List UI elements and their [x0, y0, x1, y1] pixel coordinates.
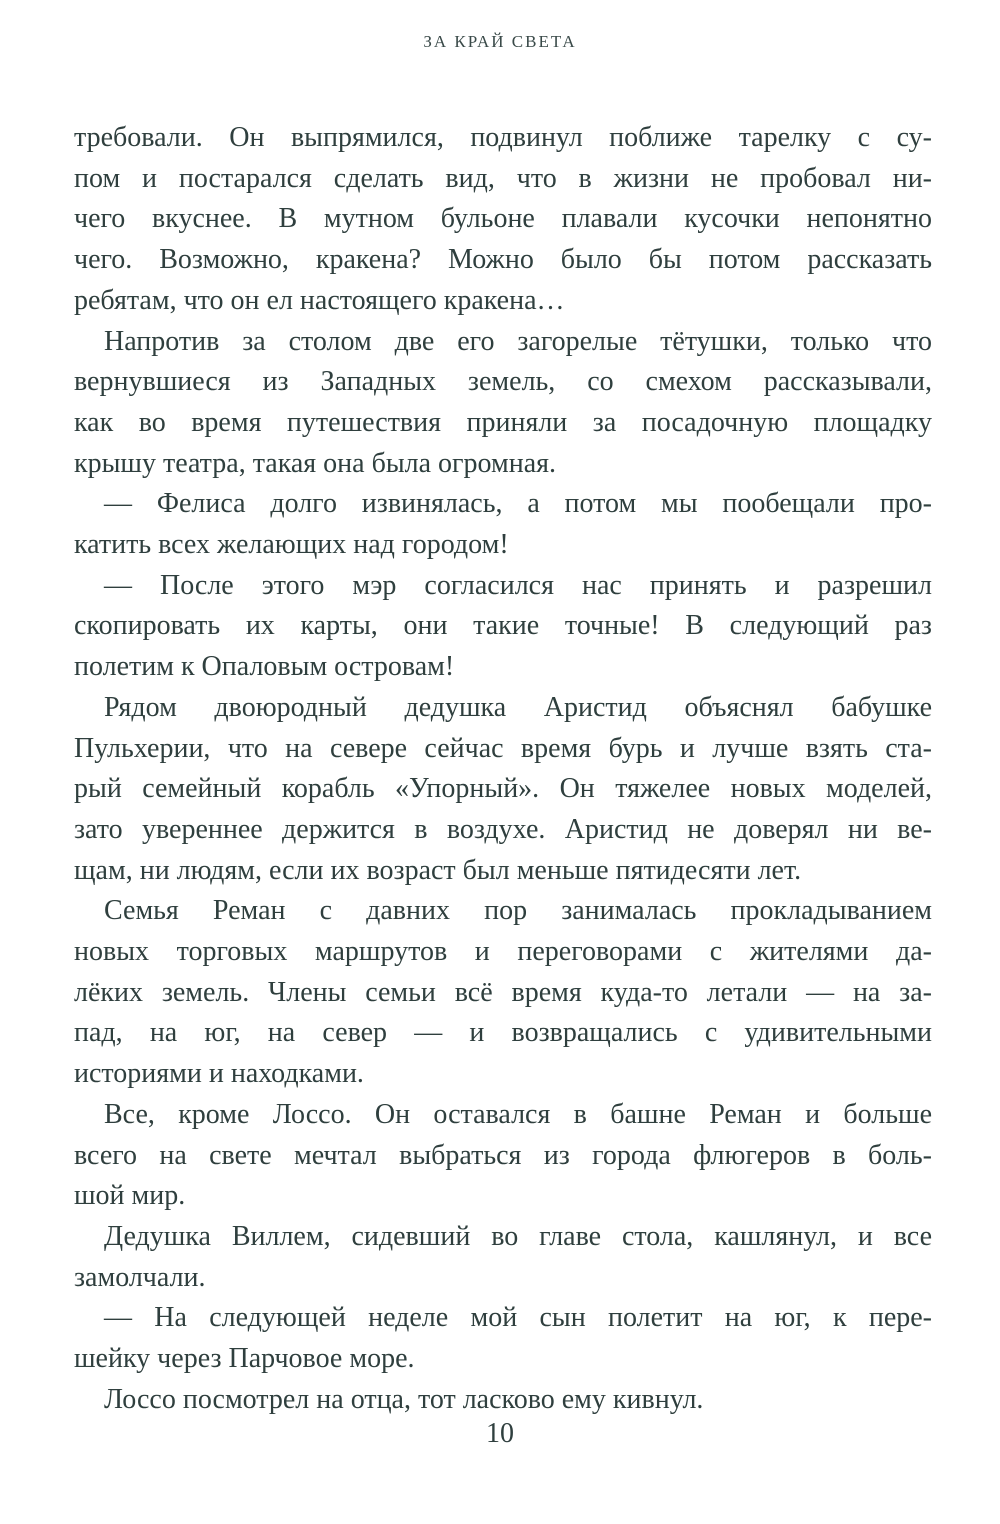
text-line: Напротив за столом две его загорелые тётушки, только что — [104, 325, 932, 357]
text-line: пом и постарался сделать вид, что в жизни не пробовал ни- — [74, 162, 932, 194]
text-line: Все, кроме Лоссо. Он оставался в башне Реман и больше — [104, 1098, 932, 1130]
text-line: Семья Реман с давних пор занималась прокладыванием — [104, 895, 932, 927]
text-line: чего вкуснее. В мутном бульоне плавали кусочки непонятно — [74, 203, 932, 235]
text-line: всего на свете мечтал выбраться из города флюгеров в боль- — [74, 1139, 932, 1171]
text-line: историями и находками. — [74, 1058, 364, 1090]
text-line: шейку через Парчовое море. — [74, 1343, 415, 1375]
text-line: — Фелиса долго извинялась, а потом мы пообещали про- — [104, 488, 932, 520]
text-line: зато увереннее держится в воздухе. Аристид не доверял ни ве- — [74, 813, 932, 845]
text-line: — На следующей неделе мой сын полетит на юг, к пере- — [104, 1302, 932, 1334]
text-line: Лоссо посмотрел на отца, тот ласково ему кивнул. — [104, 1383, 704, 1415]
page-number: 10 — [486, 1418, 514, 1449]
body-text — [74, 118, 932, 1421]
text-line: Пульхерии, что на севере сейчас время бурь и лучше взять ста- — [74, 732, 932, 764]
text-line: вернувшиеся из Западных земель, со смехом рассказывали, — [74, 366, 932, 398]
text-line: — После этого мэр согласился нас принять и разрешил — [104, 569, 932, 601]
text-line: требовали. Он выпрямился, подвинул поближе тарелку с су- — [74, 122, 932, 153]
text-line: замолчали. — [74, 1261, 206, 1293]
text-line: Рядом двоюродный дедушка Аристид объяснял бабушке — [104, 691, 932, 723]
text-line: полетим к Опаловым островам! — [74, 651, 455, 683]
text-line: щам, ни людям, если их возраст был меньше пятидесяти лет. — [74, 854, 802, 886]
text-line: как во время путешествия приняли за посадочную площадку — [74, 406, 932, 438]
running-title: ЗА КРАЙ СВЕТА — [423, 32, 577, 51]
text-line: Дедушка Виллем, сидевший во главе стола, кашлянул, и все — [104, 1220, 932, 1252]
text-line: катить всех желающих над городом! — [74, 529, 509, 561]
text-line: ребятам, что он ел настоящего кракена… — [74, 284, 565, 316]
text-line: скопировать их карты, они такие точные! В следующий раз — [74, 610, 932, 642]
text-line: пад, на юг, на север — и возвращались с удивительными — [74, 1017, 932, 1049]
text-line: чего. Возможно, кракена? Можно было бы потом рассказать — [74, 244, 932, 276]
text-line: шой мир. — [74, 1180, 186, 1212]
text-line: крышу театра, такая она была огромная. — [74, 447, 557, 479]
text-line: новых торговых маршрутов и переговорами с жителями да- — [74, 936, 932, 968]
text-line: лёких земель. Члены семьи всё время куда-то летали — на за- — [74, 976, 932, 1008]
text-line: рый семейный корабль «Упорный». Он тяжелее новых моделей, — [74, 773, 932, 805]
